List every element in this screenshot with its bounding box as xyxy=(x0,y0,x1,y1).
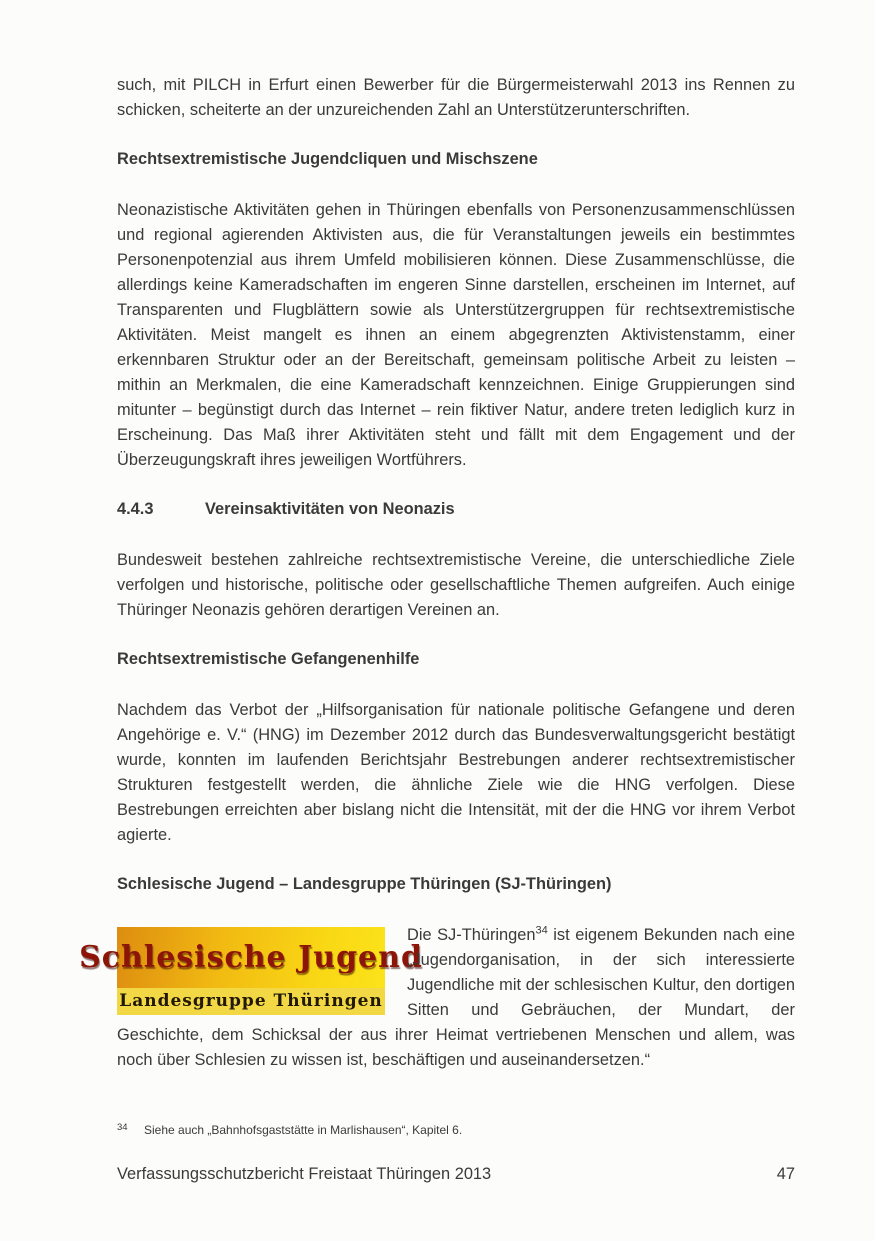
section-title: Vereinsaktivitäten von Neonazis xyxy=(205,500,455,518)
heading-gefangenenhilfe: Rechtsextremistische Gefangenenhilfe xyxy=(117,650,420,668)
intro-paragraph: such, mit PILCH in Erfurt einen Bewerber für die Bürgermeisterwahl 2013 ins Rennen zu schicken, scheiterte an der unzureichenden Zahl an Unterstützerunterschriften. xyxy=(117,76,795,119)
paragraph-gefangenenhilfe: Nachdem das Verbot der „Hilfsorganisation für nationale politische Gefangene und deren Angehörige e. V.“ (HNG) im Dezember 2012 durch das Bundesverwaltungsgericht bestätigt wurde, konnten im laufenden Berichtsjahr Bestrebungen anderer rechtsextremistischer Strukturen festgestellt werden, die ähnliche Ziele wie die HNG verfolgen. Diese Bestrebungen erreichten aber bislang nicht die Intensität, mit der die HNG vor ihrem Verbot agierte. xyxy=(117,701,795,844)
section-number: 4.4.3 xyxy=(117,500,154,518)
sj-logo-title-band xyxy=(79,927,423,988)
paragraph-jugendcliquen: Neonazistische Aktivitäten gehen in Thüringen ebenfalls von Personenzusammenschlüssen und regional agierenden Aktivisten aus, die für Veranstaltungen jeweils ein bestimmtes Personenpotenzial aus ihrem Umfeld mobilisieren können. Diese Zusammenschlüsse, die allerdings keine Kameradschaften im engeren Sinne darstellen, erscheinen im Internet, auf Transparenten und Flugblättern sowie als Unterstützergruppen für rechtsextremistische Aktivitäten. Meist mangelt es ihnen an einem abgegrenzten Aktivistenstamm, einer erkennbaren Struktur oder an der Bereitschaft, gemeinsam politische Arbeit zu leisten – mithin an Merkmalen, die eine Kameradschaft kennzeichnen. Einige Gruppierungen sind mitunter – begünstigt durch das Internet – rein fiktiver Natur, andere treten lediglich kurz in Erscheinung. Das Maß ihrer Aktivitäten steht und fällt mit dem Engagement und der Überzeugungskraft ihres jeweiligen Wortführers. xyxy=(117,201,795,469)
sj-logo-subtitle: Landesgruppe Thüringen xyxy=(119,991,383,1011)
page-content xyxy=(79,73,795,1097)
footer-report-title: Verfassungsschutzbericht Freistaat Thüringen 2013 xyxy=(117,1165,492,1183)
footnote xyxy=(117,1120,795,1138)
sj-logo-title: Schlesische Jugend xyxy=(79,940,423,975)
sj-logo-subtitle-band xyxy=(117,988,385,1015)
sj-paragraph-text-before-ref: Die SJ-Thüringen xyxy=(407,926,536,944)
heading-jugendcliquen: Rechtsextremistische Jugendcliquen und Mischszene xyxy=(117,150,538,168)
paragraph-sj-thueringen xyxy=(79,923,795,1073)
heading-sj-thueringen: Schlesische Jugend – Landesgruppe Thüringen (SJ-Thüringen) xyxy=(117,875,612,893)
page-footer xyxy=(117,1165,795,1184)
sj-paragraph-text-after-ref: ist eigenem Bekunden nach eine „Jugendorganisation, in der sich interessierte Jugendliche mit der schlesischen Kultur, den dortigen Sitten und Gebräuchen, der Mundart, der Geschichte, dem Schicksal der aus ihrer Heimat vertriebenen Menschen und allem, was noch über Schlesien zu wissen ist, beschäftigen und auseinandersetzen.“ xyxy=(117,926,795,1069)
paragraph-vereine: Bundesweit bestehen zahlreiche rechtsextremistische Vereine, die unterschiedliche Ziele verfolgen und historische, politische oder gesellschaftliche Themen aufgreifen. Auch einige Thüringer Neonazis gehören derartigen Vereinen an. xyxy=(117,551,795,619)
footer-page-number: 47 xyxy=(776,1165,795,1183)
footnote-text: Siehe auch „Bahnhofsgaststätte in Marlishausen“, Kapitel 6. xyxy=(144,1123,463,1137)
footnote-reference-34: 34 xyxy=(535,924,548,937)
section-heading xyxy=(117,497,795,522)
sj-logo-image xyxy=(79,927,423,1015)
footnote-marker: 34 xyxy=(117,1122,128,1133)
